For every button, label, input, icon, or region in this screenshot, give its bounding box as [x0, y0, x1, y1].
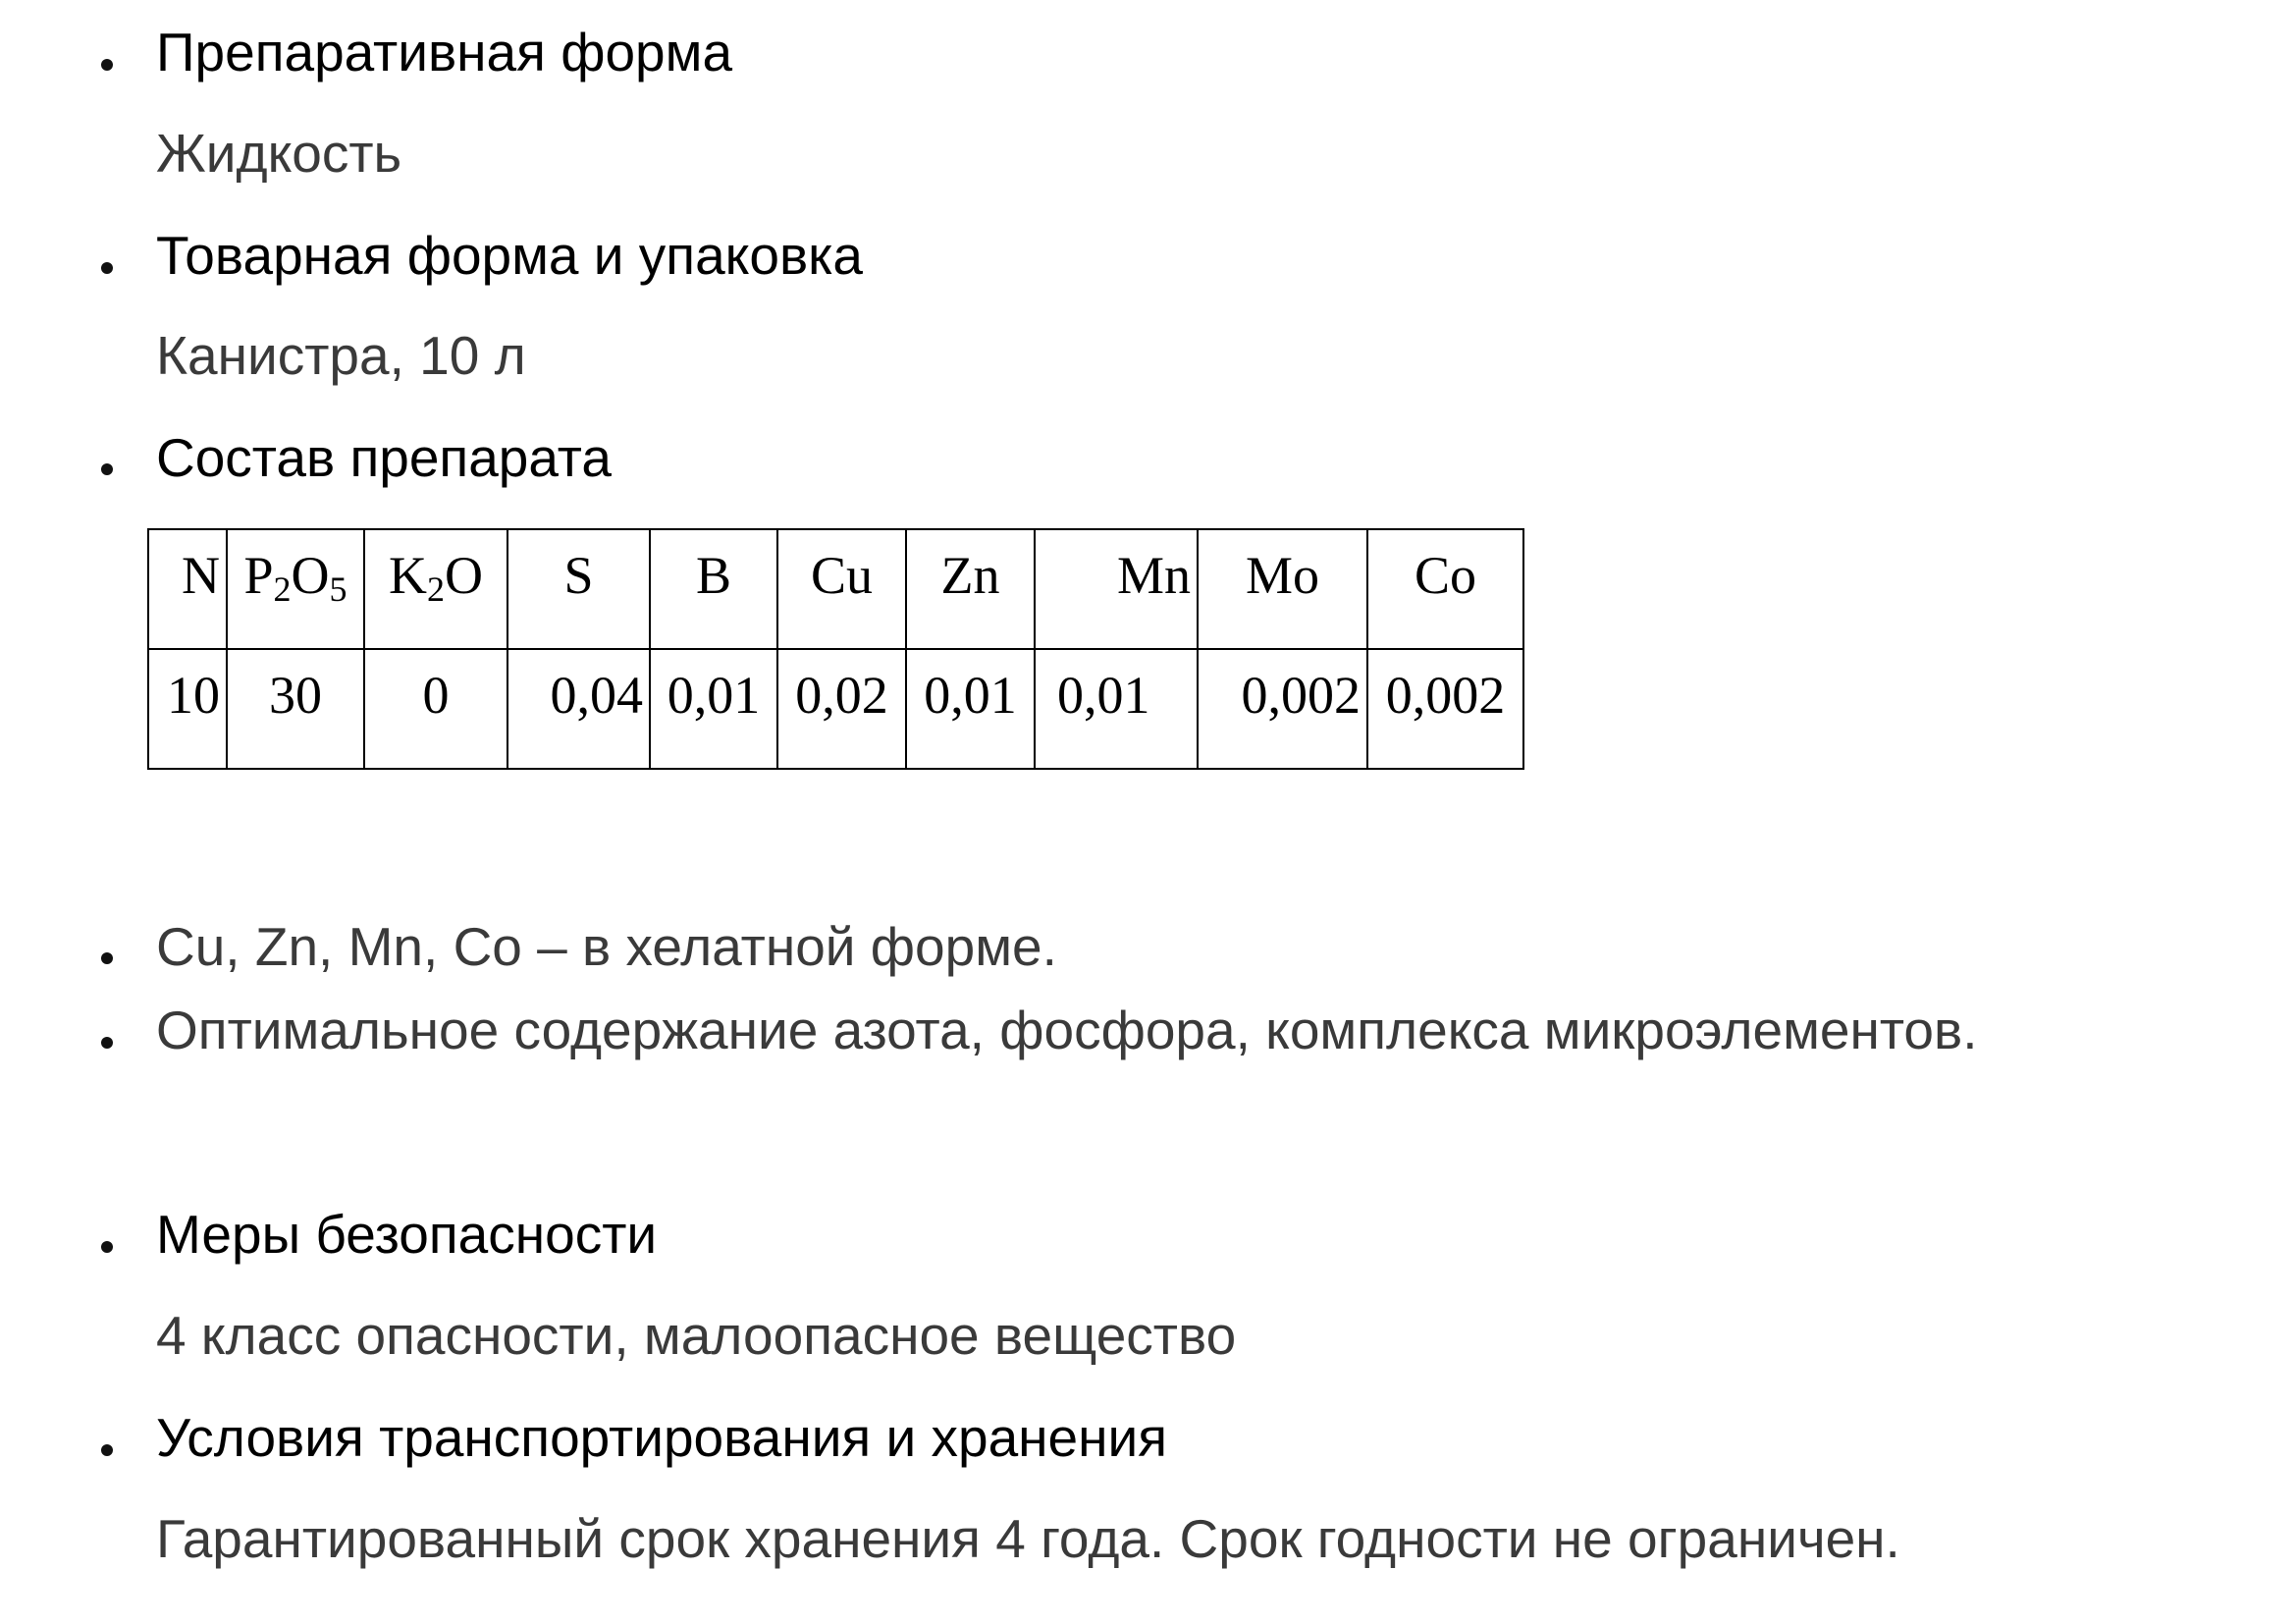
table-header-cell	[148, 529, 227, 649]
table-cell-s: 0,04	[507, 649, 650, 769]
section-value-form: Жидкость	[156, 123, 402, 184]
table-cell-cu: 0,02	[777, 649, 906, 769]
bullet-icon	[101, 1037, 113, 1049]
header-p2o5-sub2: 5	[329, 569, 347, 609]
bullet-icon	[101, 463, 113, 475]
header-p2o5-p: P	[243, 546, 274, 605]
table-header-cell	[507, 529, 650, 649]
table-cell-n: 10	[148, 649, 227, 769]
section-heading-safety: Меры безопасности	[156, 1204, 658, 1265]
table-header-cell	[1035, 529, 1198, 649]
header-k2o-sub: 2	[427, 569, 445, 609]
header-p2o5-sub: 2	[273, 569, 292, 609]
header-cu: Cu	[810, 546, 874, 605]
note-chelate: Cu, Zn, Mn, Co – в хелатной форме.	[156, 916, 1057, 977]
table-cell-p2o5: 30	[227, 649, 364, 769]
header-k2o-k: K	[389, 546, 427, 605]
section-value-safety: 4 класс опасности, малоопасное вещество	[156, 1305, 1237, 1366]
table-cell-mn: 0,01	[1035, 649, 1198, 769]
table-header-cell	[364, 529, 507, 649]
table-header-cell	[1198, 529, 1367, 649]
note-optimal-content: Оптимальное содержание азота, фосфора, комплекса микроэлементов.	[156, 1000, 1978, 1060]
header-b: B	[695, 546, 732, 605]
bullet-icon	[101, 262, 113, 274]
table-cell-mo: 0,002	[1198, 649, 1367, 769]
table-cell-k2o: 0	[364, 649, 507, 769]
table-header-cell	[777, 529, 906, 649]
bullet-icon	[101, 59, 113, 71]
table-row	[148, 649, 1523, 769]
table-header-cell	[227, 529, 364, 649]
section-heading-composition: Состав препарата	[156, 427, 612, 488]
header-p2o5-o: O	[291, 546, 330, 605]
composition-table	[147, 528, 1524, 770]
table-header-cell	[1367, 529, 1523, 649]
header-mn: Mn	[1116, 546, 1191, 605]
header-n: N	[182, 546, 220, 605]
table-cell-co: 0,002	[1367, 649, 1523, 769]
bullet-icon	[101, 1241, 113, 1253]
table-header-cell	[650, 529, 777, 649]
header-s: S	[563, 546, 594, 605]
table-cell-b: 0,01	[650, 649, 777, 769]
header-mo: Mo	[1245, 546, 1319, 605]
header-zn: Zn	[940, 546, 1000, 605]
table-header-cell	[906, 529, 1035, 649]
bullet-icon	[101, 1444, 113, 1456]
section-value-packaging: Канистра, 10 л	[156, 325, 526, 386]
section-heading-packaging: Товарная форма и упаковка	[156, 225, 864, 286]
header-k2o-o: O	[445, 546, 483, 605]
table-header-row	[148, 529, 1523, 649]
bullet-icon	[101, 952, 113, 964]
section-value-storage: Гарантированный срок хранения 4 года. Срок годности не ограничен.	[156, 1508, 1900, 1569]
header-co: Co	[1414, 546, 1477, 605]
section-heading-storage: Условия транспортирования и хранения	[156, 1407, 1168, 1468]
table-cell-zn: 0,01	[906, 649, 1035, 769]
section-heading-form: Препаративная форма	[156, 22, 733, 82]
